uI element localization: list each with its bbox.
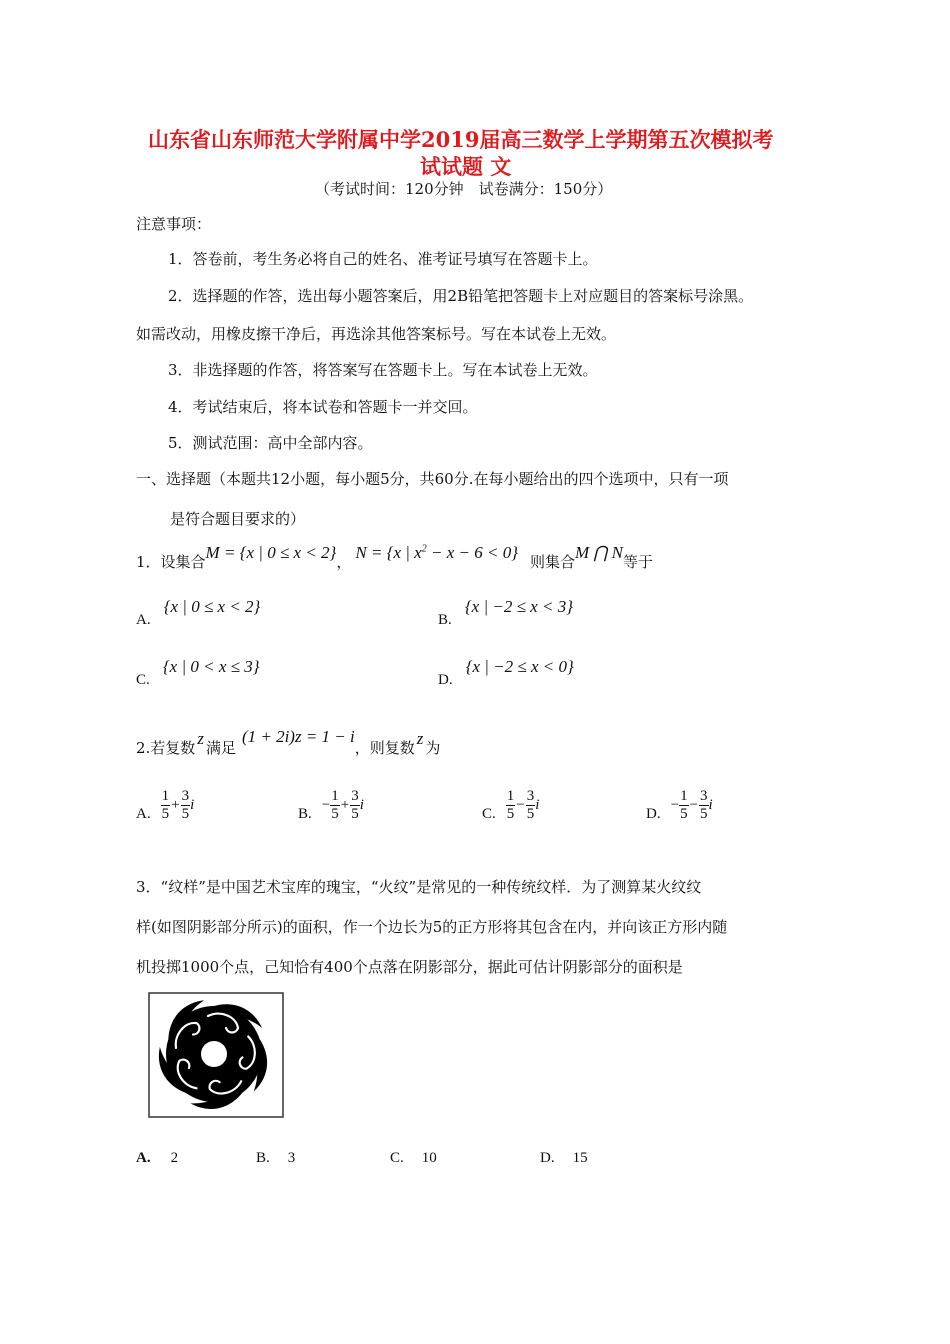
note-2-cont: 如需改动，用橡皮擦干净后，再选涂其他答案标号。写在本试卷上无效。 bbox=[136, 325, 617, 343]
fire-pattern-figure bbox=[148, 992, 284, 1118]
q1-option-a: A. {x | 0 ≤ x < 2} bbox=[136, 597, 261, 628]
q1-mid: 则集合 bbox=[530, 552, 576, 571]
note-2: 2．选择题的作答，选出每小题答案后，用2B铅笔把答题卡上对应题目的答案标号涂黑。 bbox=[168, 287, 754, 305]
q1-option-b: B. {x | −2 ≤ x < 3} bbox=[438, 597, 573, 628]
q3-line-1: 3．“纹样”是中国艺术宝库的瑰宝，“火纹”是常见的一种传统纹样．为了测算某火纹纹 bbox=[136, 878, 702, 896]
q2-option-d: D. − $\frac{1}{5}$ − $\frac{3}{5}$ i bbox=[646, 788, 713, 822]
question-1 bbox=[136, 544, 653, 578]
section-heading: 一、选择题（本题共12小题，每小题5分，共60分.在每小题给出的四个选项中，只有一项 bbox=[136, 470, 729, 488]
question-2 bbox=[136, 727, 441, 764]
q1-set-n: N = {x | $x^2 - x - 6 < 0$} bbox=[355, 543, 518, 562]
title-line-2: 试试题 文 bbox=[420, 154, 512, 179]
q1-comma: ， bbox=[336, 552, 352, 571]
q3-option-b: B. 3 bbox=[256, 1150, 296, 1166]
q2-equation: (1 + 2i)z = 1 − i bbox=[241, 727, 355, 746]
q2-option-b: B. − $\frac{1}{5}$ + $\frac{3}{5}$ i bbox=[298, 788, 364, 822]
q2-prefix: 2.若复数 bbox=[136, 738, 196, 757]
note-3: 3．非选择题的作答，将答案写在答题卡上。写在本试卷上无效。 bbox=[168, 361, 598, 379]
section-heading-cont: 是符合题目要求的） bbox=[170, 510, 306, 528]
note-1: 1．答卷前，考生务必将自己的姓名、准考证号填写在答题卡上。 bbox=[168, 250, 598, 268]
q3-option-c: C. 10 bbox=[390, 1150, 437, 1166]
q3-option-d: D. 15 bbox=[540, 1150, 588, 1166]
title-line-1: 山东省山东师范大学附属中学2019届高三数学上学期第五次模拟考 bbox=[148, 127, 774, 152]
q2-suffix: 为 bbox=[425, 738, 441, 757]
q2-mid: 满足 bbox=[205, 738, 236, 757]
q1-option-c: C. {x | 0 < x ≤ 3} bbox=[136, 657, 260, 688]
q1-option-d: D. {x | −2 ≤ x < 0} bbox=[438, 657, 574, 688]
q1-intersection: M ⋂ N bbox=[575, 543, 623, 562]
q2-option-a: A. $\frac{1}{5}$ + $\frac{3}{5}$ i bbox=[136, 788, 195, 822]
notes-heading: 注意事项： bbox=[136, 215, 212, 233]
q3-line-2: 样(如图阴影部分所示)的面积，作一个边长为5的正方形将其包含在内，并向该正方形内随 bbox=[136, 918, 728, 936]
q1-prefix: 1．设集合 bbox=[136, 552, 206, 571]
q2-option-c: C. $\frac{1}{5}$ − $\frac{3}{5}$ i bbox=[482, 788, 540, 822]
q2-var: z bbox=[197, 729, 204, 748]
fire-pattern-icon bbox=[148, 992, 284, 1118]
q1-suffix: 等于 bbox=[622, 552, 653, 571]
q2-var-2: z bbox=[416, 729, 424, 748]
q3-option-a: A. 2 bbox=[136, 1150, 179, 1166]
q3-line-3: 机投掷1000个点，己知恰有400个点落在阴影部分，据此可估计阴影部分的面积是 bbox=[136, 958, 683, 976]
q2-mid2: ，则复数 bbox=[354, 738, 415, 757]
q1-set-m: M = {x | 0 ≤ x < 2} bbox=[205, 543, 337, 562]
note-4: 4．考试结束后，将本试卷和答题卡一并交回。 bbox=[168, 398, 478, 416]
note-5: 5．测试范围：高中全部内容。 bbox=[168, 434, 373, 452]
exam-info: （考试时间：120分钟 试卷满分：150分） bbox=[315, 180, 613, 198]
